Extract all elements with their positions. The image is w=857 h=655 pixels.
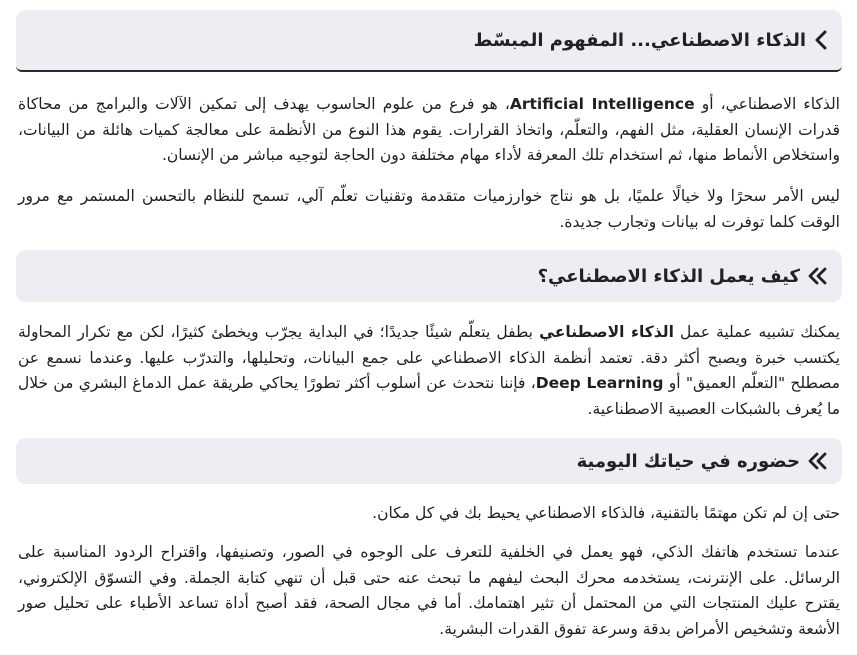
term-deep-learning: Deep Learning xyxy=(535,374,664,392)
term-english: Artificial Intelligence xyxy=(509,95,695,113)
text-span: الذكاء الاصطناعي، أو xyxy=(694,95,840,113)
double-chevron-left-icon xyxy=(808,267,828,285)
section-heading-text: الذكاء الاصطناعي... المفهوم المبسّط xyxy=(473,29,806,51)
section-heading-text: حضوره في حياتك اليومية xyxy=(576,450,800,472)
paragraph-definition xyxy=(18,92,840,169)
paragraph-everywhere: حتى إن لم تكن مهتمًا بالتقنية، فالذكاء الاصطناعي يحيط بك في كل مكان. xyxy=(372,504,840,522)
paragraph-not-magic: ليس الأمر سحرًا ولا خيالًا علميًا، بل هو نتاج خوارزميات متقدمة وتقنيات تعلّم آلي، تسمح للنظام بالتحسن المستمر مع مرور الوقت كلما توفرت له بيانات وتجارب جديدة. xyxy=(18,187,840,231)
text-span: بطفل يتعلّم شيئًا جديدًا؛ في البداية يجرّب ويخطئ كثيرًا، لكن مع تكرار المحاولة يكتسب خبرة ويصبح أكثر دقة. تعتمد أنظمة الذكاء الاصطناعي على جمع البيانات، وتحليلها، والتدرّب عليها. وعندما نسمع عن مصطلح "التعلّم العميق" أو xyxy=(18,323,841,392)
section-heading-daily-life xyxy=(16,438,842,484)
section-heading-concept xyxy=(16,10,842,72)
text-span: يمكنك تشبيه عملية عمل xyxy=(673,323,840,341)
text-span: ، هو فرع من علوم الحاسوب يهدف إلى تمكين الآلات والبرامج من محاكاة قدرات الإنسان العقلية، مثل الفهم، والتعلّم، واتخاذ القرارات. يقوم هذا النوع من الأنظمة على معالجة كميات هائلة من البيانات، واستخلاص الأنماط منها، ثم استخدام تلك المعرفة لأداء مهام مختلفة دون الحاجة لتوجيه مباشر من الإنسان. xyxy=(18,95,840,164)
double-chevron-left-icon xyxy=(808,452,828,470)
section-heading-how-it-works xyxy=(16,250,842,302)
paragraph-how-it-works xyxy=(18,320,840,422)
text-span: ، فإننا نتحدث عن أسلوب أكثر تطورًا يحاكي طريقة عمل الدماغ البشري من خلال ما يُعرف بالشبكات العصبية الاصطناعية. xyxy=(18,374,840,418)
term-ai: الذكاء الاصطناعي xyxy=(539,323,674,341)
paragraph-examples: عندما تستخدم هاتفك الذكي، فهو يعمل في الخلفية للتعرف على الوجوه في الصور، وتصنيفها، واقتراح الردود المناسبة على الرسائل. على الإنترنت، يستخدمه محرك البحث ليفهم ما تبحث عنه حتى قبل أن تنهي كتابة الجملة. وفي التسوّق الإلكتروني، يقترح عليك المنتجات التي من المحتمل أن تثير اهتمامك. أما في مجال الصحة، فقد أصبح أداة تساعد الأطباء على تحليل صور الأشعة وتشخيص الأمراض بدقة وسرعة تفوق القدرات البشرية. xyxy=(18,543,840,638)
section-heading-text: كيف يعمل الذكاء الاصطناعي؟ xyxy=(537,265,800,287)
chevron-left-icon xyxy=(814,30,828,50)
